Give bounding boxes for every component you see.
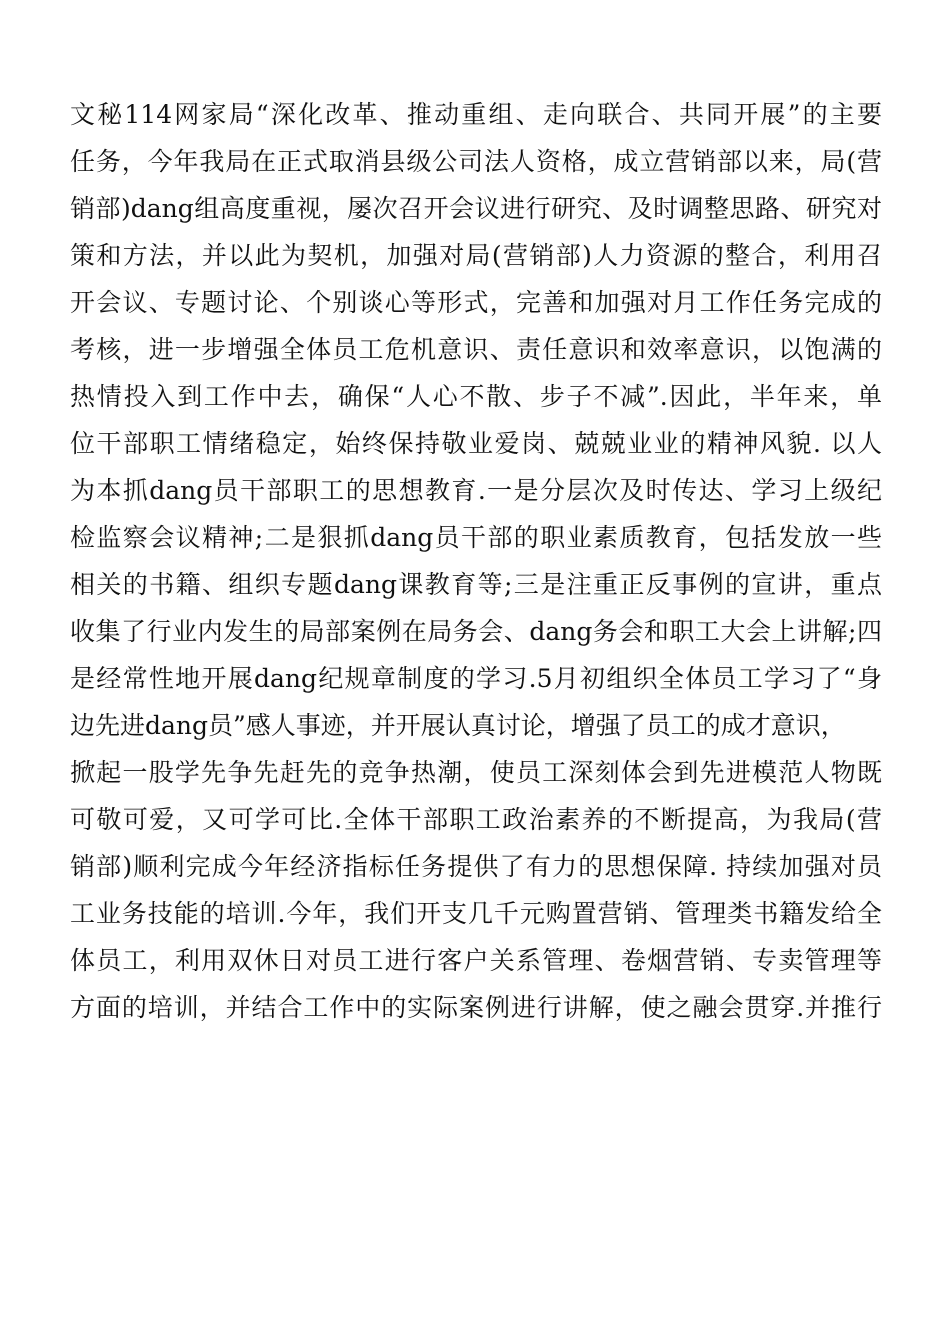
text-line: 任务，今年我局在正式取消县级公司法人资格，成立营销部以来，局(营	[70, 147, 882, 176]
body-text	[70, 91, 882, 1031]
text-line: 相关的书籍、组织专题dang课教育等;三是注重正反事例的宣讲，重点	[70, 570, 882, 599]
text-line: 是经常性地开展dang纪规章制度的学习.5月初组织全体员工学习了“身	[70, 664, 882, 693]
text-line: 可敬可爱，又可学可比.全体干部职工政治素养的不断提高，为我局(营	[70, 805, 882, 834]
text-line: 收集了行业内发生的局部案例在局务会、dang务会和职工大会上讲解;四	[70, 617, 882, 646]
text-line: 销部)dang组高度重视，屡次召开会议进行研究、及时调整思路、研究对	[70, 194, 882, 223]
text-line: 文秘114网家局“深化改革、推动重组、走向联合、共同开展”的主要	[70, 100, 882, 129]
text-line: 为本抓dang员干部职工的思想教育.一是分层次及时传达、学习上级纪	[70, 476, 882, 505]
text-line: 热情投入到工作中去，确保“人心不散、步子不减”.因此，半年来，单	[70, 382, 882, 411]
text-line: 位干部职工情绪稳定，始终保持敬业爱岗、兢兢业业的精神风貌. 以人	[70, 429, 882, 458]
text-line: 销部)顺利完成今年经济指标任务提供了有力的思想保障. 持续加强对员	[70, 852, 882, 881]
text-line: 体员工，利用双休日对员工进行客户关系管理、卷烟营销、专卖管理等	[70, 946, 882, 975]
text-line: 考核，进一步增强全体员工危机意识、责任意识和效率意识，以饱满的	[70, 335, 882, 364]
text-line: 边先进dang员”感人事迹，并开展认真讨论，增强了员工的成才意识，	[70, 711, 846, 740]
text-line: 策和方法，并以此为契机，加强对局(营销部)人力资源的整合，利用召	[70, 241, 882, 270]
text-line: 开会议、专题讨论、个别谈心等形式，完善和加强对月工作任务完成的	[70, 288, 882, 317]
text-line: 检监察会议精神;二是狠抓dang员干部的职业素质教育，包括发放一些	[70, 523, 882, 552]
text-line: 掀起一股学先争先赶先的竞争热潮，使员工深刻体会到先进模范人物既	[70, 758, 882, 787]
text-line: 方面的培训，并结合工作中的实际案例进行讲解，使之融会贯穿.并推行	[70, 993, 882, 1022]
text-line: 工业务技能的培训.今年，我们开支几千元购置营销、管理类书籍发给全	[70, 899, 882, 928]
